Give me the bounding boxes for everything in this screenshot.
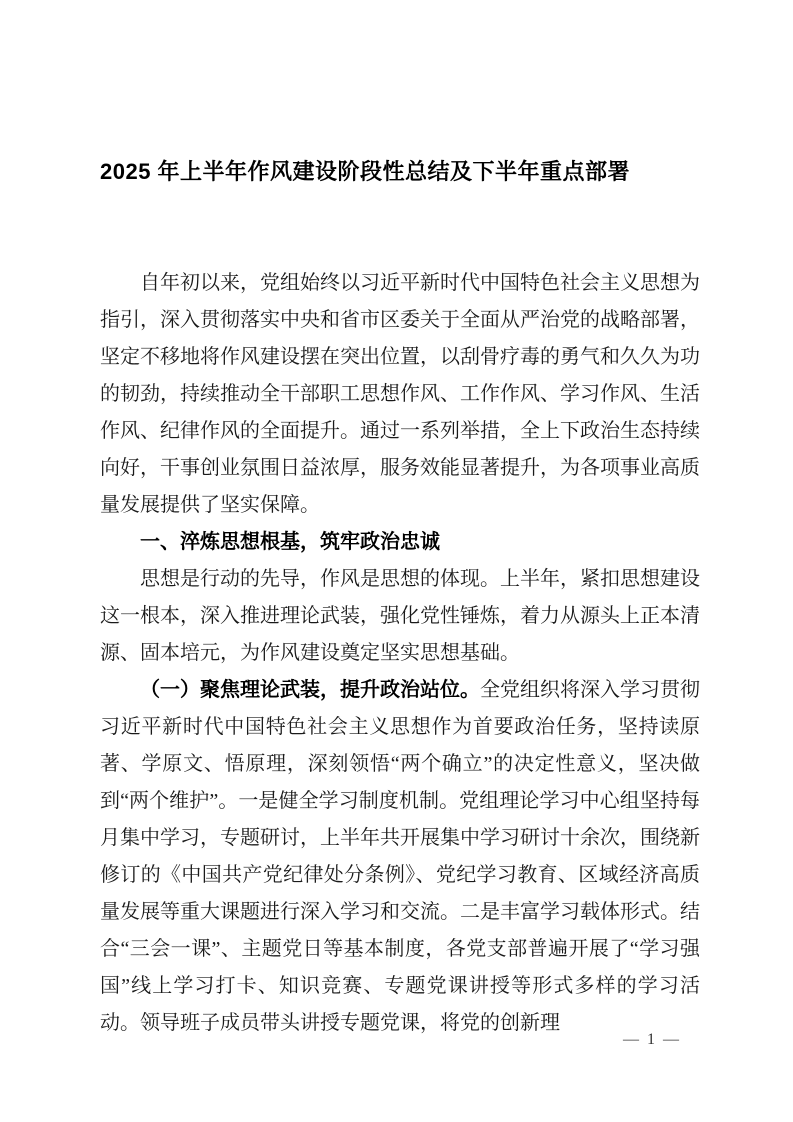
paragraph-thought-basis: 思想是行动的先导，作风是思想的体现。上半年，紧扣思想建设这一根本，深入推进理论武装，强化党性锤炼，着力从源头上正本清源、固本培元，为作风建设奠定坚实思想基础。 [100, 568, 700, 664]
page-number: — 1 — [623, 1031, 681, 1048]
section-heading-1: 一、淬炼思想根基，筑牢政治忠诚 [140, 531, 440, 553]
document-title: 2025 年上半年作风建设阶段性总结及下半年重点部署 [100, 159, 631, 184]
document-body [100, 265, 700, 1042]
paragraph-text: 全党组织将深入学习贯彻习近平新时代中国特色社会主义思想作为首要政治任务，坚持读原著、学原文、悟原理，深刻领悟“两个确立”的决定性意义，坚决做到“两个维护”。一是健全学习制度机制。党组理论学习中心组坚持每月集中学习，专题研讨，上半年共开展集中学习研讨十余次，围绕新修订的《中国共产党纪律处分条例》、党纪学习教育、区域经济高质量发展等重大课题进行深入学习和交流。二是丰富学习载体形式。结合“三会一课”、主题党日等基本制度，各党支部普遍开展了“学习强国”线上学习打卡、知识竞赛、专题党课讲授等形式多样的学习活动。领导班子成员带头讲授专题党课，将党的创新理 [100, 679, 700, 1034]
paragraph-overview: 自年初以来，党组始终以习近平新时代中国特色社会主义思想为指引，深入贯彻落实中央和省市区委关于全面从严治党的战略部署，坚定不移地将作风建设摆在突出位置，以刮骨疗毒的勇气和久久为功的韧劲，持续推动全干部职工思想作风、工作作风、学习作风、生活作风、纪律作风的全面提升。通过一系列举措，全上下政治生态持续向好，干事创业氛围日益浓厚，服务效能显著提升，为各项事业高质量发展提供了坚实保障。 [100, 272, 700, 516]
paragraph-lead: （一）聚焦理论武装，提升政治站位。 [140, 679, 480, 701]
paragraph-theory-arming [100, 672, 700, 1042]
